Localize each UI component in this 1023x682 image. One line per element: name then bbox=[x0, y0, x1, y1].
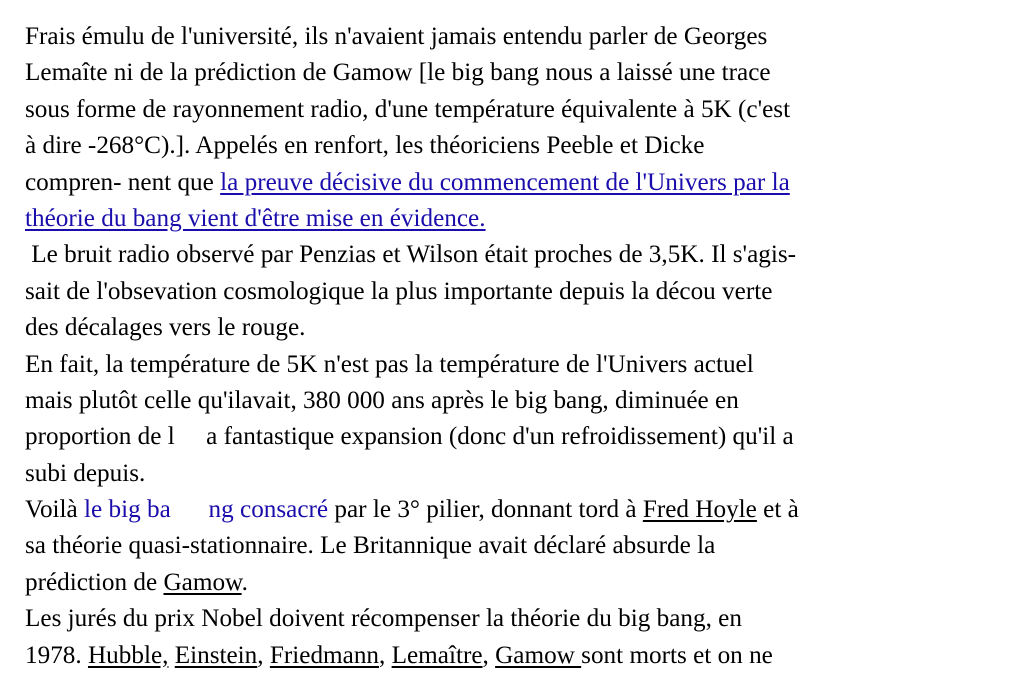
separator: , bbox=[379, 641, 392, 669]
friedmann-link[interactable]: Friedmann bbox=[269, 641, 380, 669]
text-line bbox=[25, 165, 1015, 201]
preuve-decisive-link[interactable]: la preuve décisive du commencement de l'Univers par la bbox=[220, 168, 790, 196]
text-line: Lemaîte ni de la prédiction de Gamow [le big bang nous a laissé une trace bbox=[25, 59, 771, 87]
text-line bbox=[25, 201, 1015, 237]
gamow-link-2[interactable]: Gamow bbox=[495, 641, 582, 669]
text-span: prédiction de bbox=[25, 568, 164, 596]
document-body bbox=[25, 19, 1015, 674]
text-line: Les jurés du prix Nobel doivent récompenser la théorie du big bang, en bbox=[25, 605, 742, 633]
fred-hoyle-link[interactable]: Fred Hoyle bbox=[642, 496, 757, 524]
text-line: proportion de l a fantastique expansion (donc d'un refroidissement) qu'il a bbox=[25, 423, 794, 451]
text-line: sous forme de rayonnement radio, d'une température équivalente à 5K (c'est bbox=[25, 95, 791, 123]
text-line: à dire -268°C).]. Appelés en renfort, les théoriciens Peeble et Dicke bbox=[25, 132, 705, 160]
text-span: et à bbox=[756, 496, 799, 524]
text-line bbox=[25, 638, 1015, 674]
hubble-link[interactable]: Hubble, bbox=[87, 641, 169, 669]
text-line: En fait, la température de 5K n'est pas la température de l'Univers actuel bbox=[25, 350, 754, 378]
text-line: Frais émulu de l'université, ils n'avaient jamais entendu parler de Georges bbox=[25, 23, 768, 50]
text-span: Voilà bbox=[25, 496, 85, 524]
text-line bbox=[25, 492, 1015, 528]
lemaitre-link[interactable]: Lemaître bbox=[391, 641, 483, 669]
text-line: sa théorie quasi-stationnaire. Le Britannique avait déclaré absurde la bbox=[25, 532, 716, 560]
separator: , bbox=[257, 641, 270, 669]
big-bang-consacre-text: le big ba ng consacré bbox=[84, 496, 329, 524]
gamow-link[interactable]: Gamow bbox=[163, 568, 242, 596]
text-line: Le bruit radio observé par Penzias et Wilson était proches de 3,5K. Il s'agis- bbox=[25, 241, 797, 269]
einstein-link[interactable]: Einstein bbox=[174, 641, 258, 669]
text-line: subi depuis. bbox=[25, 459, 146, 487]
text-line bbox=[25, 565, 1015, 601]
text-line: sait de l'obsevation cosmologique la plus importante depuis la décou verte bbox=[25, 277, 773, 305]
text-span: par le 3° pilier, donnant tord à bbox=[328, 496, 643, 524]
text-line: des décalages vers le rouge. bbox=[25, 314, 306, 342]
separator: , bbox=[482, 641, 496, 669]
text-span: 1978. bbox=[25, 641, 88, 669]
text-span: . bbox=[241, 568, 248, 596]
text-span: sont morts et on ne bbox=[581, 641, 773, 669]
preuve-decisive-link-continued[interactable]: théorie du bang vient d'être mise en évidence. bbox=[25, 204, 486, 232]
text-span: compren- nent que bbox=[25, 168, 221, 196]
text-line: mais plutôt celle qu'ilavait, 380 000 ans après le big bang, diminuée en bbox=[25, 386, 739, 414]
